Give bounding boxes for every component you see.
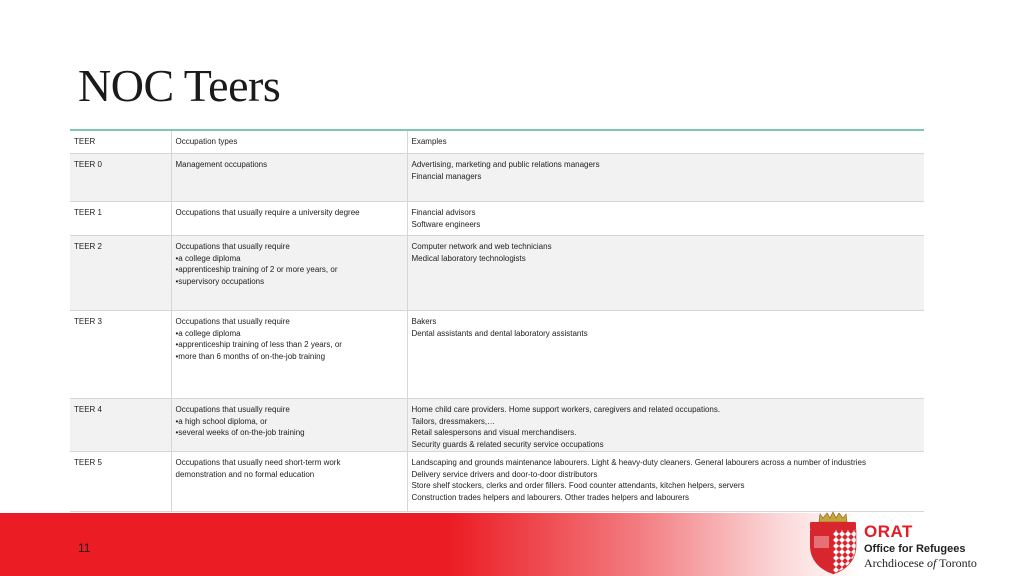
occupation-types-cell bbox=[171, 202, 407, 236]
example-line: Software engineers bbox=[411, 219, 481, 229]
occupation-type-line: Occupations that usually require bbox=[175, 242, 290, 251]
occupation-type-line: •supervisory occupations bbox=[175, 276, 265, 286]
occupation-type-line: •a college diploma bbox=[175, 328, 241, 338]
occupation-type-line: Occupations that usually need short-term work bbox=[175, 458, 341, 467]
occupation-types-cell bbox=[171, 399, 407, 452]
teer-cell: TEER 4 bbox=[70, 399, 171, 452]
table-row bbox=[70, 399, 924, 452]
occupation-types-cell bbox=[171, 236, 407, 311]
teer-cell: TEER 1 bbox=[70, 202, 171, 236]
table-row bbox=[70, 236, 924, 311]
noc-teer-table bbox=[70, 129, 924, 512]
example-line: Advertising, marketing and public relations managers bbox=[411, 160, 600, 169]
table-header-row bbox=[70, 130, 924, 154]
crest-icon bbox=[806, 510, 860, 576]
example-line: Security guards & related security service occupations bbox=[411, 439, 604, 449]
occupation-type-line: Occupations that usually require bbox=[175, 317, 290, 326]
example-line: Dental assistants and dental laboratory assistants bbox=[411, 328, 588, 338]
occupation-type-line: •more than 6 months of on-the-job training bbox=[175, 351, 326, 361]
examples-cell bbox=[407, 202, 924, 236]
slide-title: NOC Teers bbox=[78, 60, 281, 111]
examples-cell bbox=[407, 452, 924, 512]
examples-cell bbox=[407, 311, 924, 399]
example-line: Financial managers bbox=[411, 171, 482, 181]
archdiocese-prefix: Archdiocese bbox=[864, 556, 927, 570]
occupation-type-line: Occupations that usually require a university degree bbox=[175, 208, 360, 217]
example-line: Financial advisors bbox=[411, 208, 476, 217]
example-line: Medical laboratory technologists bbox=[411, 253, 526, 263]
example-line: Delivery service drivers and door-to-door distributors bbox=[411, 469, 598, 479]
examples-cell bbox=[407, 399, 924, 452]
table-row bbox=[70, 202, 924, 236]
teer-cell: TEER 0 bbox=[70, 154, 171, 202]
occupation-type-line: •a high school diploma, or bbox=[175, 416, 268, 426]
office-for-refugees: Office for Refugees bbox=[864, 543, 966, 555]
example-line: Bakers bbox=[411, 317, 437, 326]
example-line: Construction trades helpers and labourers. Other trades helpers and labourers bbox=[411, 492, 689, 502]
occupation-type-line: •a college diploma bbox=[175, 253, 241, 263]
page-number: 11 bbox=[78, 541, 91, 555]
teer-cell: TEER 2 bbox=[70, 236, 171, 311]
orat-wordmark: ORAT bbox=[864, 522, 913, 541]
teer-cell: TEER 5 bbox=[70, 452, 171, 512]
occupation-type-line: •apprenticeship training of 2 or more years, or bbox=[175, 265, 338, 274]
table-row bbox=[70, 154, 924, 202]
occupation-types-cell bbox=[171, 452, 407, 512]
occupation-type-line: Management occupations bbox=[175, 160, 268, 169]
table-row bbox=[70, 311, 924, 399]
example-line: Home child care providers. Home support workers, caregivers and related occupations. bbox=[411, 405, 721, 414]
header-teer: TEER bbox=[70, 130, 171, 154]
archdiocese-label bbox=[864, 556, 977, 571]
header-examples: Examples bbox=[407, 130, 924, 154]
teer-cell: TEER 3 bbox=[70, 311, 171, 399]
table-row bbox=[70, 452, 924, 512]
example-line: Computer network and web technicians bbox=[411, 242, 552, 251]
archdiocese-suffix: Toronto bbox=[936, 556, 977, 570]
occupation-type-line: demonstration and no formal education bbox=[175, 469, 315, 479]
orat-logo bbox=[806, 510, 1006, 576]
examples-cell bbox=[407, 236, 924, 311]
example-line: Landscaping and grounds maintenance labourers. Light & heavy-duty cleaners. General labourers across a number of industries bbox=[411, 458, 866, 467]
occupation-types-cell bbox=[171, 154, 407, 202]
occupation-type-line: Occupations that usually require bbox=[175, 405, 290, 414]
occupation-type-line: •apprenticeship training of less than 2 years, or bbox=[175, 340, 342, 349]
example-line: Store shelf stockers, clerks and order fillers. Food counter attendants, kitchen helpers, servers bbox=[411, 481, 745, 490]
example-line: Retail salespersons and visual merchandisers. bbox=[411, 428, 577, 437]
occupation-type-line: •several weeks of on-the-job training bbox=[175, 428, 305, 437]
archdiocese-of: of bbox=[926, 556, 937, 570]
header-occupation-types: Occupation types bbox=[171, 130, 407, 154]
example-line: Tailors, dressmakers,… bbox=[411, 416, 496, 426]
examples-cell bbox=[407, 154, 924, 202]
occupation-types-cell bbox=[171, 311, 407, 399]
